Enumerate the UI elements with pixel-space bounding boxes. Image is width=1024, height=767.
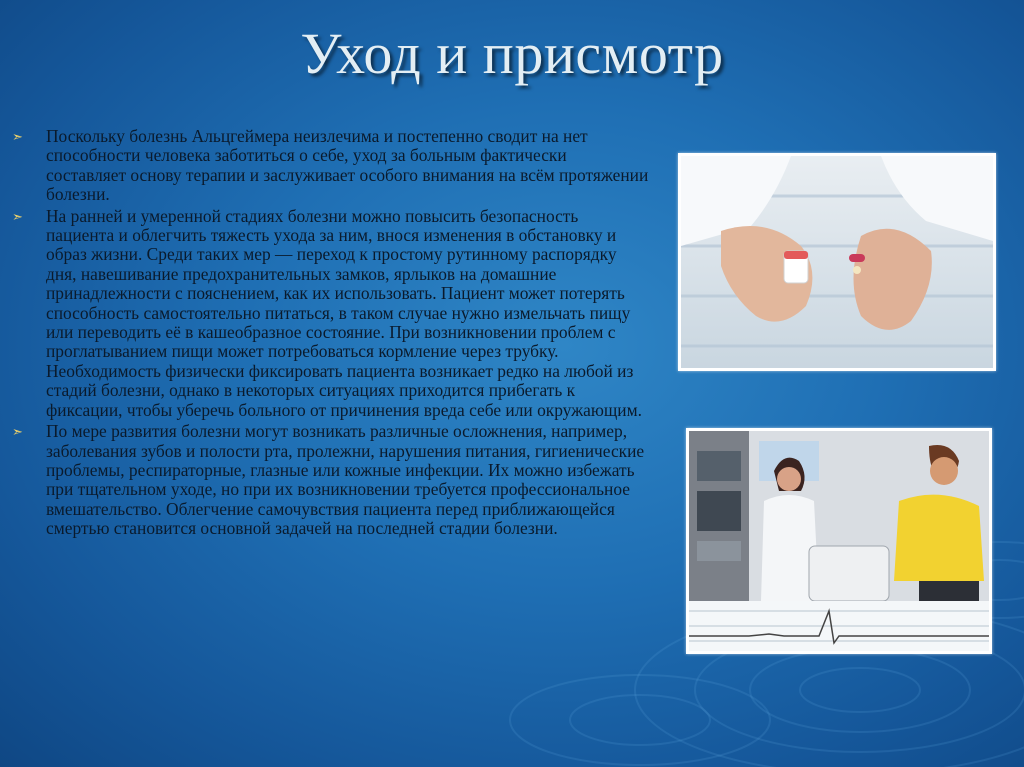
arrow-bullet-icon: ➣ bbox=[12, 424, 23, 440]
arrow-bullet-icon: ➣ bbox=[12, 129, 23, 144]
bullet-paragraph bbox=[10, 127, 650, 205]
paragraph-text: Поскольку болезнь Альцгеймера неизлечима и постепенно сводит на нет способности человека заботиться о себе, уход за больным фактически составляет основу терапии и заслуживает особого внимания на всём протяжении болезни. bbox=[46, 126, 649, 205]
body-text bbox=[10, 127, 650, 541]
doctor-and-patient-photo bbox=[686, 428, 992, 654]
bullet-paragraph bbox=[10, 422, 650, 538]
paragraph-text: На ранней и умеренной стадиях болезни можно повысить безопасность пациента и облегчить тяжесть ухода за ним, внося изменения в обстановку и образ жизни. Среди таких мер — переход к простому рутинному распорядку дня, навешивание предохранительных замков, ярлыков на домашние принадлежности с пояснением, как их использовать. Пациент может потерять способность самостоятельно питаться, в таком случае нужно измельчать пищу или переводить её в кашеобразное состояние. При возникновении проблем с проглатыванием пищи может потребоваться кормление через трубку. Необходимость физически фиксировать пациента возникает редко на любой из стадий болезни, однако в некоторых ситуациях приходится прибегать к фиксации, чтобы уберечь больного от причинения вреда себе или окружающим. bbox=[46, 205, 642, 420]
bullet-paragraph bbox=[10, 207, 650, 420]
arrow-bullet-icon: ➣ bbox=[12, 208, 23, 224]
hands-holding-pills-photo bbox=[678, 153, 996, 371]
slide-title: Уход и присмотр bbox=[300, 21, 724, 86]
paragraph-text: По мере развития болезни могут возникать различные осложнения, например, заболевания зубов и полости рта, пролежни, нарушения питания, гигиенические проблемы, респираторные, глазные или кожные инфекции. Их можно избежать при тщательном уходе, но при их возникновении требуется профессиональное вмешательство. Облегчение самочувствия пациента перед приближающейся смертью становится основной задачей на последней стадии болезни. bbox=[46, 421, 645, 539]
